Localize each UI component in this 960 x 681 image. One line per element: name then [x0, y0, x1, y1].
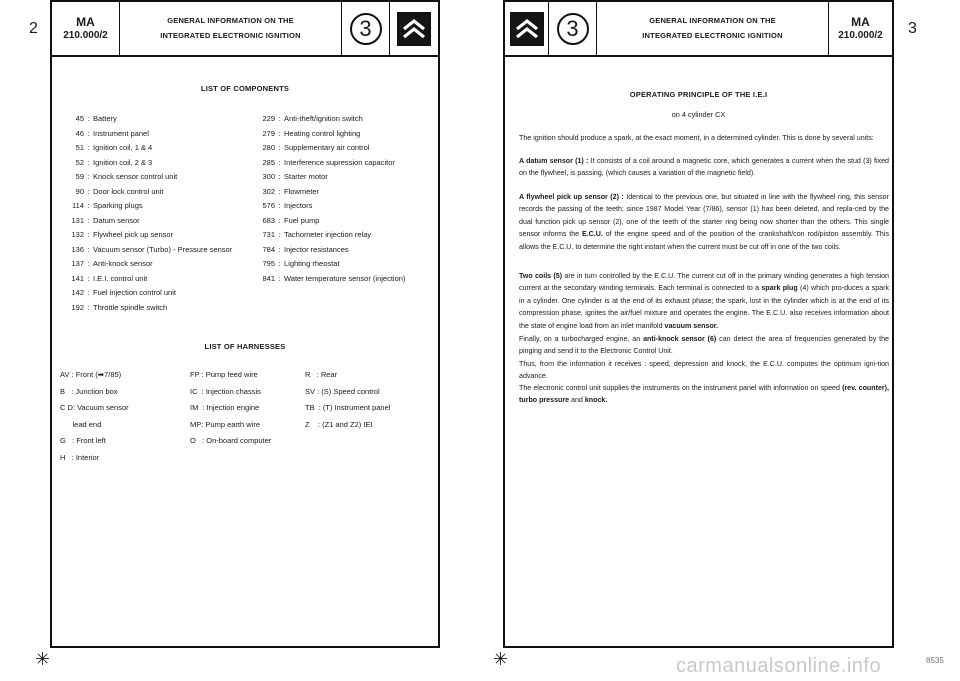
component-label: Water temperature sensor (injection): [284, 273, 406, 283]
separator: :: [87, 157, 90, 167]
component-label: Flywheel pick up sensor: [93, 230, 174, 239]
component-row: [60, 143, 152, 152]
section-badge: 3: [557, 13, 589, 45]
ref-code: MA: [76, 15, 95, 30]
component-number: 46: [75, 128, 84, 138]
component-number: 52: [75, 157, 84, 167]
manual-reference: [829, 2, 892, 55]
component-label: Fuel injection control unit: [93, 288, 176, 297]
harness-entry: C D: Vacuum sensor: [60, 403, 129, 412]
component-number: 280: [262, 143, 275, 152]
harness-entry: AV : Front (➡7/85): [60, 370, 122, 379]
component-number: 279: [262, 128, 275, 138]
separator: :: [87, 201, 90, 210]
separator: :: [278, 230, 281, 239]
datum-sensor-term: A datum sensor (1) :: [519, 157, 589, 165]
harness-entry: G : Front left: [60, 436, 106, 445]
instrument-panel-text-b: and: [569, 396, 585, 405]
component-label: Supplementary air control: [284, 143, 370, 152]
page-frame: [50, 0, 440, 648]
operating-principle-heading: OPERATING PRINCIPLE OF THE I.E.I: [629, 90, 768, 99]
harnesses-column-1: [60, 367, 129, 466]
component-row: [60, 158, 152, 167]
component-row: [251, 172, 328, 181]
knock-term: knock.: [584, 396, 608, 405]
component-row: [60, 187, 163, 196]
separator: :: [278, 172, 281, 181]
header-title: [597, 2, 829, 55]
harness-entry: SV : (S) Speed control: [305, 386, 380, 396]
harness-entry: O : On-board computer: [190, 436, 272, 445]
citroen-chevron-icon: [510, 12, 544, 46]
section-badge: 3: [350, 13, 382, 45]
harness-entry: IC : Injection chassis: [190, 386, 261, 396]
separator: :: [278, 128, 281, 138]
ref-code: MA: [851, 15, 870, 30]
component-label: Starter motor: [284, 172, 328, 181]
component-label: Datum sensor: [93, 215, 140, 225]
separator: :: [278, 259, 281, 268]
ignition-advance-paragraph: Thus, from the information it receives : speed, depression and knock, the E.C.U. computes the optimum igni-tion advance.: [519, 360, 889, 381]
separator: :: [278, 186, 281, 196]
component-label: Sparking plugs: [93, 201, 143, 210]
vacuum-sensor-term: vacuum sensor.: [664, 321, 719, 330]
component-row: [60, 288, 176, 297]
manual-reference: [52, 2, 120, 55]
component-label: Battery: [93, 114, 117, 123]
component-row: [251, 259, 339, 268]
coils-term: Two coils (5): [519, 272, 563, 280]
component-row: [251, 187, 319, 196]
anti-knock-term: anti-knock sensor (6): [643, 335, 717, 343]
component-row: [251, 230, 371, 239]
watermark-text: carmanualsonline.info: [676, 655, 882, 677]
component-label: Throttle spindle switch: [93, 302, 168, 312]
separator: :: [87, 215, 90, 225]
harnesses-column-2: [190, 367, 271, 450]
footer-star-icon: ✳: [35, 649, 51, 669]
page-frame: [503, 0, 894, 648]
component-row: [60, 230, 173, 239]
separator: :: [87, 302, 90, 312]
component-number: 795: [262, 259, 275, 268]
footer-star-icon: ✳: [493, 649, 509, 669]
component-number: 131: [71, 215, 84, 225]
page-header: [52, 2, 438, 57]
harness-entry: B : Junction box: [60, 386, 118, 396]
flywheel-sensor-text-b: of the engine speed and of the position of the crankshaft/con rod/piston assembly. This allows the E.C.U. to determine the right instant when the current must be cut off in one of the two coils.: [519, 230, 889, 251]
header-title-line1: GENERAL INFORMATION ON THE: [649, 16, 776, 26]
component-number: 136: [71, 244, 84, 254]
header-title-line2: INTEGRATED ELECTRONIC IGNITION: [642, 30, 783, 40]
component-row: [251, 143, 369, 152]
ref-number: 210.000/2: [838, 29, 883, 41]
section-badge-cell: [342, 2, 390, 55]
component-label: Heating control lighting: [284, 128, 361, 138]
separator: :: [87, 244, 90, 254]
component-number: 841: [262, 273, 275, 283]
anti-knock-text-a: Finally, on a turbocharged engine, an: [519, 335, 644, 343]
separator: :: [278, 215, 281, 225]
flywheel-sensor-paragraph: [519, 191, 889, 253]
component-row: [251, 114, 363, 123]
component-row: [60, 274, 147, 283]
component-label: Injector resistances: [284, 244, 349, 254]
header-title: [120, 2, 342, 55]
component-label: Instrument panel: [93, 128, 149, 138]
separator: :: [278, 273, 281, 283]
right-page: [503, 0, 933, 651]
component-label: Flowmeter: [284, 186, 320, 196]
component-row: [251, 129, 360, 138]
separator: :: [87, 273, 90, 283]
logo-cell: [505, 2, 549, 55]
separator: :: [87, 128, 90, 138]
separator: :: [87, 230, 90, 239]
anti-knock-text-b: can detect the area of frequencies generated by the pinging and send it to the Electronic Control Unit.: [519, 335, 889, 356]
header-title-line1: GENERAL INFORMATION ON THE: [167, 16, 294, 26]
datum-sensor-text: It consists of a coil around a magnetic core, which generates a current when the stud (3) fixed on the flywheel, is passing, (which causes a variation of the magnetic field).: [519, 157, 889, 178]
component-number: 45: [75, 114, 84, 123]
component-label: Interference supression capacitor: [284, 157, 395, 167]
component-label: Injectors: [284, 201, 313, 210]
ref-number: 210.000/2: [63, 29, 108, 41]
component-number: 731: [262, 230, 275, 239]
page-number: 2: [29, 20, 38, 37]
coils-paragraph: [519, 270, 889, 332]
component-number: 141: [71, 273, 84, 283]
left-page: [27, 0, 457, 651]
component-row: [60, 259, 153, 268]
rev-counter-term: (rev. counter), turbo pressure: [519, 384, 890, 405]
separator: :: [278, 143, 281, 152]
component-row: [60, 303, 167, 312]
harness-entry: TB : (T) Instrument panel: [305, 403, 391, 412]
component-label: Anti-knock sensor: [93, 259, 153, 268]
component-number: 683: [262, 215, 275, 225]
component-row: [251, 158, 395, 167]
component-number: 784: [262, 244, 275, 254]
section-badge-cell: [549, 2, 597, 55]
components-title: LIST OF COMPONENTS: [200, 84, 290, 93]
component-row: [251, 216, 319, 225]
instrument-panel-text: The electronic control unit supplies the instruments on the instrument panel with information on speed: [519, 384, 843, 392]
component-number: 285: [262, 157, 275, 167]
flywheel-sensor-term: A flywheel pick up sensor (2) :: [519, 193, 624, 201]
component-row: [60, 129, 149, 138]
component-number: 300: [262, 172, 275, 181]
logo-cell: [390, 2, 438, 55]
component-row: [251, 245, 349, 254]
harness-entry: lead end: [60, 419, 102, 429]
separator: :: [87, 114, 90, 123]
component-label: I.E.I. control unit: [93, 273, 148, 283]
component-label: Knock sensor control unit: [93, 172, 178, 181]
harness-entry: Z : (Z1 and Z2) IEI: [305, 419, 373, 429]
component-number: 59: [75, 172, 84, 181]
component-row: [60, 201, 143, 210]
harnesses-column-3: [305, 367, 390, 433]
separator: :: [87, 143, 90, 152]
component-number: 137: [71, 259, 84, 268]
separator: :: [278, 244, 281, 254]
component-row: [60, 216, 140, 225]
component-label: Anti-theft/ignition switch: [284, 114, 363, 123]
separator: :: [278, 157, 281, 167]
page-header: [505, 2, 892, 57]
component-row: [251, 274, 405, 283]
citroen-chevron-icon: [397, 12, 431, 46]
component-row: [60, 172, 177, 181]
component-label: Tachometer injection relay: [284, 230, 372, 239]
separator: :: [87, 172, 90, 181]
harness-entry: MP: Pump earth wire: [190, 419, 261, 429]
component-label: Ignition coil, 2 & 3: [93, 157, 153, 167]
document-code: 8535: [926, 656, 944, 665]
harness-entry: FP : Pump feed wire: [190, 370, 258, 379]
component-label: Ignition coil, 1 & 4: [93, 143, 153, 152]
separator: :: [87, 288, 90, 297]
component-row: [60, 114, 117, 123]
harness-entry: R : Rear: [305, 370, 338, 379]
component-number: 114: [72, 201, 84, 210]
coils-text-a: are in turn controlled by the E.C.U. The current cut off in the primary winding generates a high tension current at the secondary winding terminals. Each terminal is connected to a: [519, 272, 889, 293]
page-number: 3: [908, 20, 917, 37]
separator: :: [278, 201, 281, 210]
component-label: Door lock control unit: [93, 186, 164, 196]
anti-knock-paragraph: [519, 333, 889, 358]
component-label: Lighting rheostat: [284, 259, 340, 268]
component-number: 302: [262, 186, 275, 196]
component-number: 229: [262, 114, 275, 123]
component-number: 192: [71, 302, 84, 312]
component-number: 132: [71, 230, 84, 239]
intro-paragraph: The ignition should produce a spark, at the exact moment, in a determined cylinder. This is done by several units:: [519, 134, 874, 142]
datum-sensor-paragraph: [519, 155, 889, 180]
harness-entry: H : Interior: [60, 452, 100, 462]
component-row: [251, 201, 312, 210]
coils-text-b: (4) which pro-duces a spark in a cylinder. One cylinder is at the end of its exhaust phase; the spark, lost in the cylinder which is at the end of its compression phase, ignites the air/fuel mixture and operates the engine. The E.C.U. also receives information about the state of engine load from an inlet manifold: [519, 284, 889, 330]
component-number: 142: [71, 288, 84, 297]
subheading: on 4 cylinder CX: [671, 110, 726, 119]
component-number: 51: [75, 143, 84, 152]
component-label: Fuel pump: [284, 215, 320, 225]
component-row: [60, 245, 232, 254]
separator: :: [87, 186, 90, 196]
harnesses-title: LIST OF HARNESSES: [204, 342, 286, 351]
component-number: 576: [262, 201, 275, 210]
header-title-line2: INTEGRATED ELECTRONIC IGNITION: [160, 30, 301, 40]
component-number: 90: [75, 186, 84, 196]
ecu-term: E.C.U.: [581, 230, 603, 239]
flywheel-sensor-text-a: Identical to the previous one, but situated in line with the flywheel ring, this sensor records the passing of the teeth; since 1987 Model Year (7/86), sensor (1) has been deleted, and repla-ced by the dual function pick up sensor (2), one of the teeth of the starter ring being now shorter than the others. This single sensor informs the: [519, 193, 889, 239]
instrument-panel-paragraph: [519, 382, 889, 407]
harness-entry: IM : Injection engine: [190, 403, 260, 412]
spark-plug-term: spark plug: [761, 284, 798, 293]
component-label: Vacuum sensor (Turbo) - Pressure sensor: [93, 244, 233, 254]
separator: :: [87, 259, 90, 268]
separator: :: [278, 114, 281, 123]
